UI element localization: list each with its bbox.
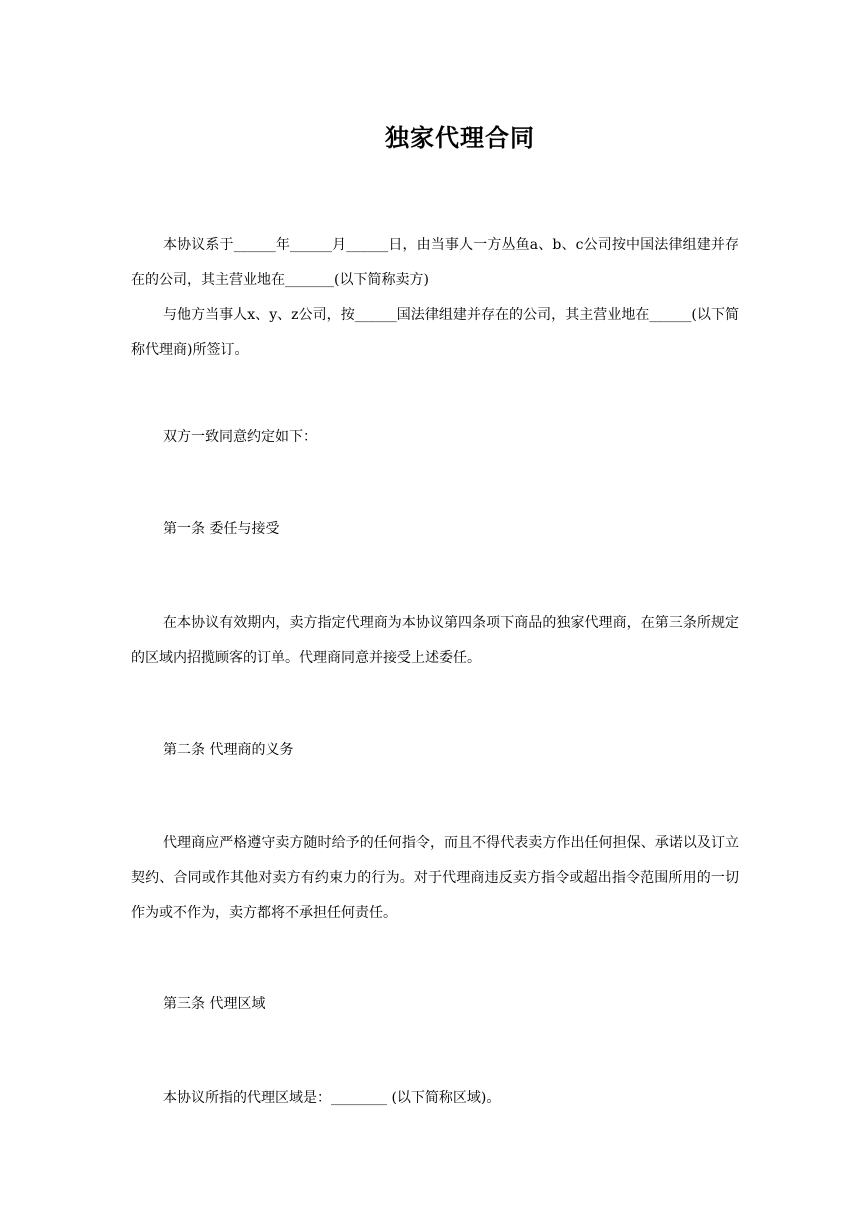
document-title: 独家代理合同 [385,123,535,152]
article-3-body: 本协议所指的代理区域是：________ (以下简称区域)。 [163,1090,501,1106]
article-1-body: 在本协议有效期内，卖方指定代理商为本协议第四条项下商品的独家代理商，在第三条所规定的区域内招揽顾客的订单。代理商同意并接受上述委任。 [131,615,739,666]
article-3-heading: 第三条 代理区域 [163,996,266,1012]
article-1-heading: 第一条 委任与接受 [163,521,280,537]
preamble-paragraph: 本协议系于______年______月______日，由当事人一方丛鱼a、b、c公司按中国法律组建并存在的公司，其主营业地在_______(以下简称卖方) [131,237,739,288]
article-2-body: 代理商应严格遵守卖方随时给予的任何指令，而且不得代表卖方作出任何担保、承诺以及订立契约、合同或作其他对卖方有约束力的行为。对于代理商违反卖方指令或超出指令范围所用的一切作为或不作为，卖方都将不承担任何责任。 [131,835,739,921]
counterparty-paragraph: 与他方当事人x、y、z公司，按______国法律组建并存在的公司，其主营业地在______(以下简称代理商)所签订。 [131,307,739,358]
article-2-heading: 第二条 代理商的义务 [163,742,294,758]
agreement-intro: 双方一致同意约定如下： [163,429,317,445]
